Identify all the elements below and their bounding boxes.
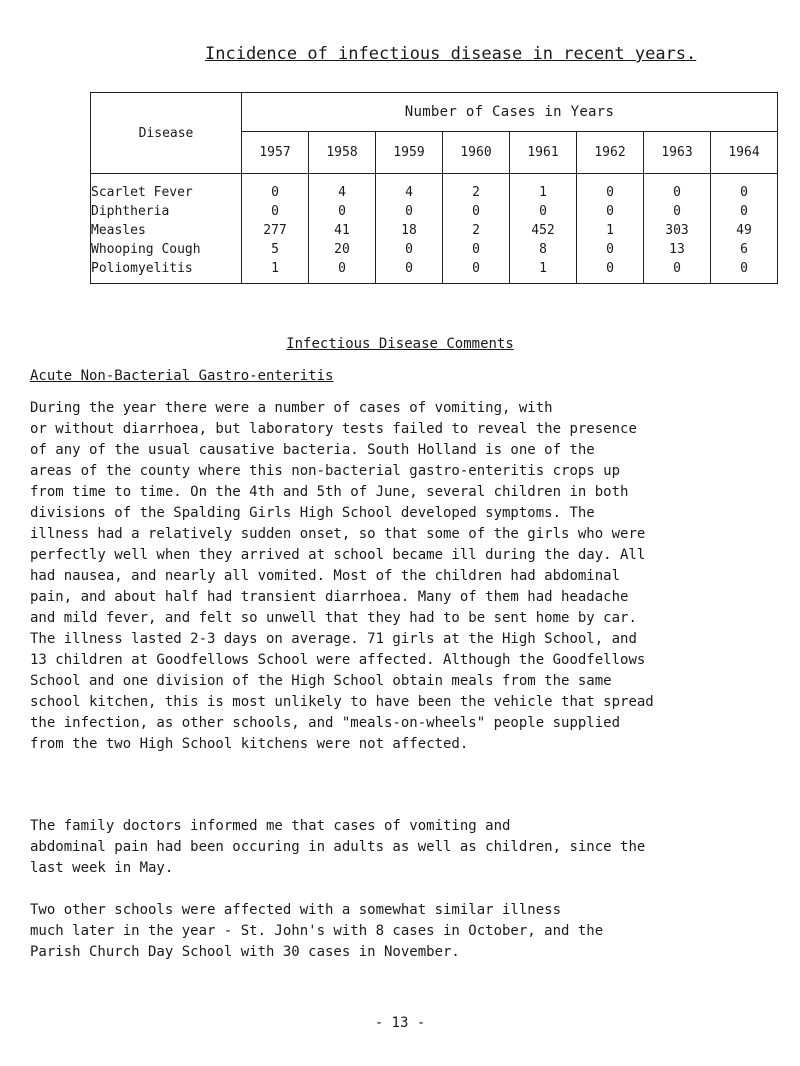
text-line: the infection, as other schools, and "meals-on-wheels" people supplied: [30, 715, 621, 731]
text-line: from time to time. On the 4th and 5th of June, several children in both: [30, 484, 629, 500]
text-line: 13 children at Goodfellows School were affected. Although the Goodfellows: [30, 652, 646, 668]
case-count-cell: 0: [711, 259, 778, 284]
text-line: The illness lasted 2-3 days on average. 71 girls at the High School, and: [30, 631, 637, 647]
case-count-cell: 20: [309, 240, 376, 259]
disease-name-cell: Poliomyelitis: [91, 259, 242, 284]
text-line: pain, and about half had transient diarrhoea. Many of them had headache: [30, 589, 629, 605]
text-line: illness had a relatively sudden onset, so that some of the girls who were: [30, 526, 646, 542]
text-line: divisions of the Spalding Girls High School developed symptoms. The: [30, 505, 595, 521]
paragraph-2: [30, 816, 775, 879]
section-heading: Acute Non-Bacterial Gastro-enteritis: [30, 368, 334, 384]
case-count-cell: 1: [242, 259, 309, 284]
case-count-cell: 8: [510, 240, 577, 259]
text-line: much later in the year - St. John's with 8 cases in October, and the: [30, 923, 604, 939]
case-count-cell: 0: [443, 202, 510, 221]
case-count-cell: 4: [309, 174, 376, 203]
case-count-cell: 6: [711, 240, 778, 259]
year-header: 1962: [577, 132, 644, 174]
case-count-cell: 0: [577, 240, 644, 259]
case-count-cell: 1: [577, 221, 644, 240]
case-count-cell: 0: [309, 202, 376, 221]
text-line: abdominal pain had been occuring in adults as well as children, since the: [30, 839, 646, 855]
text-line: school kitchen, this is most unlikely to have been the vehicle that spread: [30, 694, 654, 710]
text-line: or without diarrhoea, but laboratory tests failed to reveal the presence: [30, 421, 637, 437]
year-header: 1963: [644, 132, 711, 174]
case-count-cell: 1: [510, 174, 577, 203]
case-count-cell: 4: [376, 174, 443, 203]
case-count-cell: 452: [510, 221, 577, 240]
case-count-cell: 0: [309, 259, 376, 284]
case-count-cell: 0: [577, 202, 644, 221]
text-line: School and one division of the High School obtain meals from the same: [30, 673, 612, 689]
year-header: 1958: [309, 132, 376, 174]
paragraph-3: [30, 900, 775, 963]
year-header: 1961: [510, 132, 577, 174]
case-count-cell: 0: [644, 202, 711, 221]
case-count-cell: 0: [376, 240, 443, 259]
case-count-cell: 0: [443, 240, 510, 259]
case-count-cell: 0: [711, 202, 778, 221]
table-row: [91, 202, 778, 221]
case-count-cell: 2: [443, 221, 510, 240]
case-count-cell: 0: [242, 202, 309, 221]
case-count-cell: 0: [577, 259, 644, 284]
disease-name-cell: Measles: [91, 221, 242, 240]
page-number: - 13 -: [374, 1015, 426, 1031]
table-row: [91, 259, 778, 284]
case-count-cell: 1: [510, 259, 577, 284]
text-line: of any of the usual causative bacteria. South Holland is one of the: [30, 442, 595, 458]
text-line: had nausea, and nearly all vomited. Most of the children had abdominal: [30, 568, 621, 584]
text-line: The family doctors informed me that cases of vomiting and: [30, 818, 511, 834]
disease-name-cell: Diphtheria: [91, 202, 242, 221]
case-count-cell: 0: [376, 202, 443, 221]
case-count-cell: 13: [644, 240, 711, 259]
text-line: perfectly well when they arrived at school became ill during the day. All: [30, 547, 646, 563]
year-header: 1964: [711, 132, 778, 174]
year-header: 1959: [376, 132, 443, 174]
table-row: [91, 174, 778, 203]
case-count-cell: 41: [309, 221, 376, 240]
case-count-cell: 0: [376, 259, 443, 284]
cases-group-header: Number of Cases in Years: [242, 93, 778, 132]
disease-incidence-table: [90, 92, 778, 284]
case-count-cell: 5: [242, 240, 309, 259]
case-count-cell: 49: [711, 221, 778, 240]
text-line: Parish Church Day School with 30 cases in November.: [30, 944, 460, 960]
case-count-cell: 0: [644, 174, 711, 203]
case-count-cell: 18: [376, 221, 443, 240]
case-count-cell: 277: [242, 221, 309, 240]
disease-column-header: Disease: [91, 93, 242, 174]
year-header: 1960: [443, 132, 510, 174]
table-row: [91, 240, 778, 259]
case-count-cell: 0: [711, 174, 778, 203]
case-count-cell: 0: [510, 202, 577, 221]
text-line: Two other schools were affected with a somewhat similar illness: [30, 902, 562, 918]
case-count-cell: 0: [242, 174, 309, 203]
text-line: and mild fever, and felt so unwell that they had to be sent home by car.: [30, 610, 637, 626]
case-count-cell: 303: [644, 221, 711, 240]
case-count-cell: 0: [577, 174, 644, 203]
text-line: last week in May.: [30, 860, 174, 876]
text-line: from the two High School kitchens were not affected.: [30, 736, 469, 752]
disease-name-cell: Whooping Cough: [91, 240, 242, 259]
text-line: areas of the county where this non-bacterial gastro-enteritis crops up: [30, 463, 621, 479]
disease-name-cell: Scarlet Fever: [91, 174, 242, 203]
table-row: [91, 221, 778, 240]
case-count-cell: 0: [443, 259, 510, 284]
text-line: During the year there were a number of cases of vomiting, with: [30, 400, 553, 416]
case-count-cell: 0: [644, 259, 711, 284]
case-count-cell: 2: [443, 174, 510, 203]
comments-title: Infectious Disease Comments: [286, 336, 514, 352]
year-header: 1957: [242, 132, 309, 174]
page-title: Incidence of infectious disease in recent years.: [205, 44, 697, 64]
paragraph-1: [30, 398, 775, 755]
